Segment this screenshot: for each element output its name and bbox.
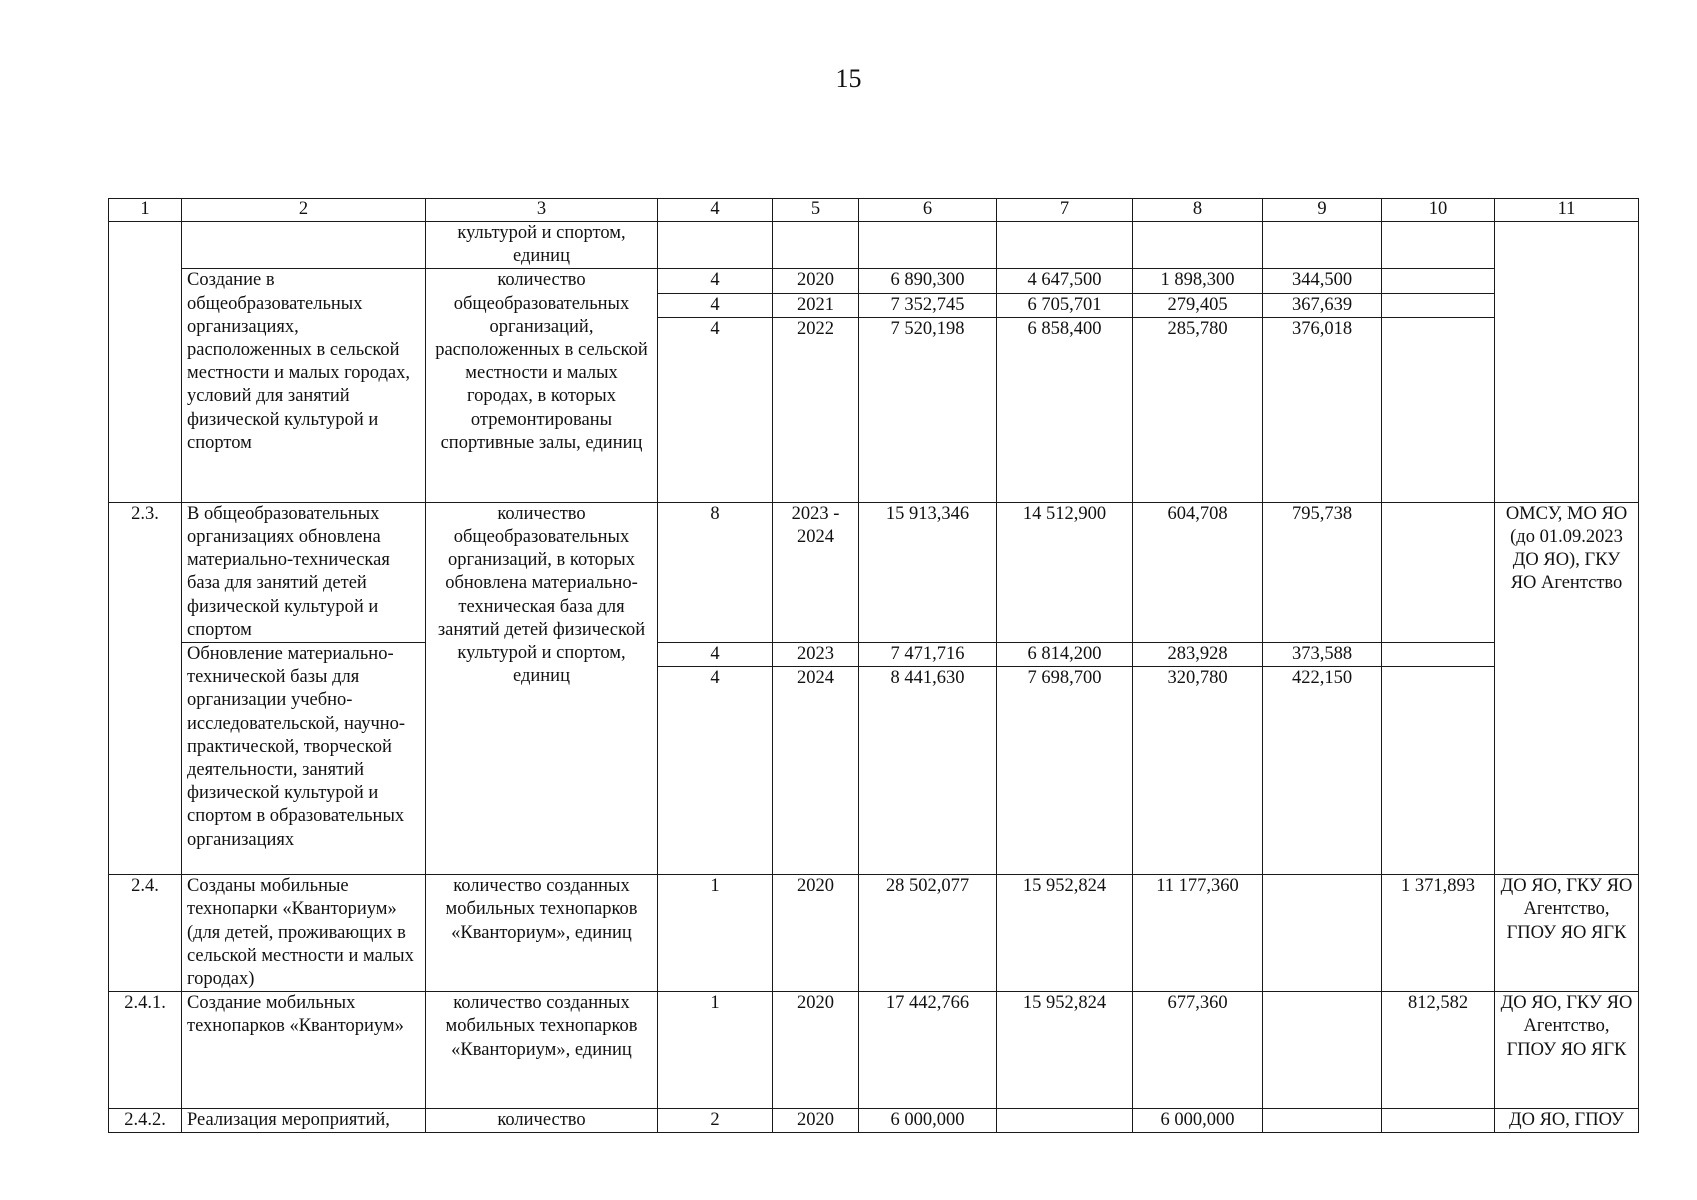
value-cell: 376,018 [1263,317,1382,502]
indicator-cell: количество созданных мобильных технопарков «Кванториум», единиц [426,875,658,992]
program-table [108,198,1639,1133]
value-cell: 6 858,400 [997,317,1133,502]
header-cell: 2 [182,199,426,222]
value-cell: 6 705,701 [997,293,1133,317]
value-cell: 283,928 [1133,643,1263,667]
table-row [109,1109,1639,1133]
value-cell: 1 898,300 [1133,269,1263,293]
table-row [109,875,1639,992]
header-cell: 11 [1495,199,1639,222]
table-row [109,502,1639,642]
value-cell: 367,639 [1263,293,1382,317]
year-cell: 2022 [773,317,859,502]
qty-cell: 1 [658,875,773,992]
value-cell: 279,405 [1133,293,1263,317]
value-cell: 320,780 [1133,667,1263,875]
value-cell [1382,1109,1495,1133]
value-cell: 285,780 [1133,317,1263,502]
measure-name: Создание мобильных технопарков «Кванториум» [182,992,426,1109]
qty-cell: 4 [658,317,773,502]
indicator-cell: культурой и спортом, единиц [426,222,658,269]
value-cell: 812,582 [1382,992,1495,1109]
value-cell [1382,317,1495,502]
header-cell: 4 [658,199,773,222]
value-cell: 15 952,824 [997,992,1133,1109]
measure-name: Создание в общеобразовательных организациях, расположенных в сельской местности и малых городах, условий для занятий физической культурой и спортом [182,269,426,502]
header-cell: 1 [109,199,182,222]
value-cell: 7 520,198 [859,317,997,502]
qty-cell: 4 [658,667,773,875]
measure-name: Обновление материально-технической базы для организации учебно-исследовательской, научно-практической, творческой деятельности, занятий физической культурой и спортом в образовательных организациях [182,643,426,875]
table-row [109,269,1639,293]
value-cell: 6 890,300 [859,269,997,293]
header-cell: 5 [773,199,859,222]
value-cell [1382,667,1495,875]
executor-cell: ДО ЯО, ГКУ ЯО Агентство, ГПОУ ЯО ЯГК [1495,875,1639,992]
qty-cell: 1 [658,992,773,1109]
row-number: 2.4.1. [109,992,182,1109]
value-cell: 8 441,630 [859,667,997,875]
value-cell: 7 698,700 [997,667,1133,875]
header-cell: 3 [426,199,658,222]
value-cell [1263,1109,1382,1133]
row-number: 2.3. [109,502,182,874]
table-row [109,222,1639,269]
indicator-cell: количество общеобразовательных организаций, расположенных в сельской местности и малых городах, в которых отремонтированы спортивные залы, единиц [426,269,658,502]
value-cell: 17 442,766 [859,992,997,1109]
executor-cell: ДО ЯО, ГПОУ [1495,1109,1639,1133]
value-cell: 344,500 [1263,269,1382,293]
value-cell: 6 000,000 [859,1109,997,1133]
value-cell: 795,738 [1263,502,1382,642]
value-cell: 7 471,716 [859,643,997,667]
indicator-cell: количество созданных мобильных технопарков «Кванториум», единиц [426,992,658,1109]
year-cell: 2023 - 2024 [773,502,859,642]
qty-cell: 2 [658,1109,773,1133]
table-row [109,992,1639,1109]
value-cell: 4 647,500 [997,269,1133,293]
header-cell: 8 [1133,199,1263,222]
measure-name: Реализация мероприятий, [182,1109,426,1133]
year-cell: 2021 [773,293,859,317]
executor-cell: ДО ЯО, ГКУ ЯО Агентство, ГПОУ ЯО ЯГК [1495,992,1639,1109]
value-cell: 15 913,346 [859,502,997,642]
year-cell: 2020 [773,1109,859,1133]
row-number: 2.4.2. [109,1109,182,1133]
row-number: 2.4. [109,875,182,992]
header-cell: 6 [859,199,997,222]
name-cell [182,222,426,269]
qty-cell: 8 [658,502,773,642]
value-cell: 28 502,077 [859,875,997,992]
indicator-cell: количество общеобразовательных организаций, в которых обновлена материально-техническая база для занятий детей физической культурой и спортом, единиц [426,502,658,874]
value-cell: 6 814,200 [997,643,1133,667]
indicator-cell: количество [426,1109,658,1133]
value-cell: 422,150 [1263,667,1382,875]
executor-cell: ОМСУ, МО ЯО (до 01.09.2023 ДО ЯО), ГКУ ЯО Агентство [1495,502,1639,874]
value-cell [1263,875,1382,992]
header-cell: 10 [1382,199,1495,222]
value-cell: 677,360 [1133,992,1263,1109]
value-cell: 6 000,000 [1133,1109,1263,1133]
value-cell [1382,293,1495,317]
value-cell: 15 952,824 [997,875,1133,992]
year-cell: 2020 [773,992,859,1109]
page-number: 15 [835,64,862,93]
year-cell: 2020 [773,269,859,293]
year-cell: 2024 [773,667,859,875]
value-cell [1263,992,1382,1109]
executor-cell [1495,222,1639,503]
value-cell [997,1109,1133,1133]
header-cell: 7 [997,199,1133,222]
measure-name: Созданы мобильные технопарки «Кванториум» (для детей, проживающих в сельской местности и малых городах) [182,875,426,992]
num-cell [109,222,182,503]
value-cell: 1 371,893 [1382,875,1495,992]
header-cell: 9 [1263,199,1382,222]
value-cell: 11 177,360 [1133,875,1263,992]
value-cell [1382,502,1495,642]
year-cell: 2023 [773,643,859,667]
table-row [109,643,1639,667]
header-row [109,199,1639,222]
qty-cell: 4 [658,269,773,293]
value-cell [1382,643,1495,667]
qty-cell: 4 [658,643,773,667]
year-cell: 2020 [773,875,859,992]
measure-name: В общеобразовательных организациях обновлена материально-техническая база для занятий детей физической культурой и спортом [182,502,426,642]
value-cell: 7 352,745 [859,293,997,317]
value-cell: 604,708 [1133,502,1263,642]
qty-cell: 4 [658,293,773,317]
value-cell: 14 512,900 [997,502,1133,642]
value-cell [1382,269,1495,293]
value-cell: 373,588 [1263,643,1382,667]
